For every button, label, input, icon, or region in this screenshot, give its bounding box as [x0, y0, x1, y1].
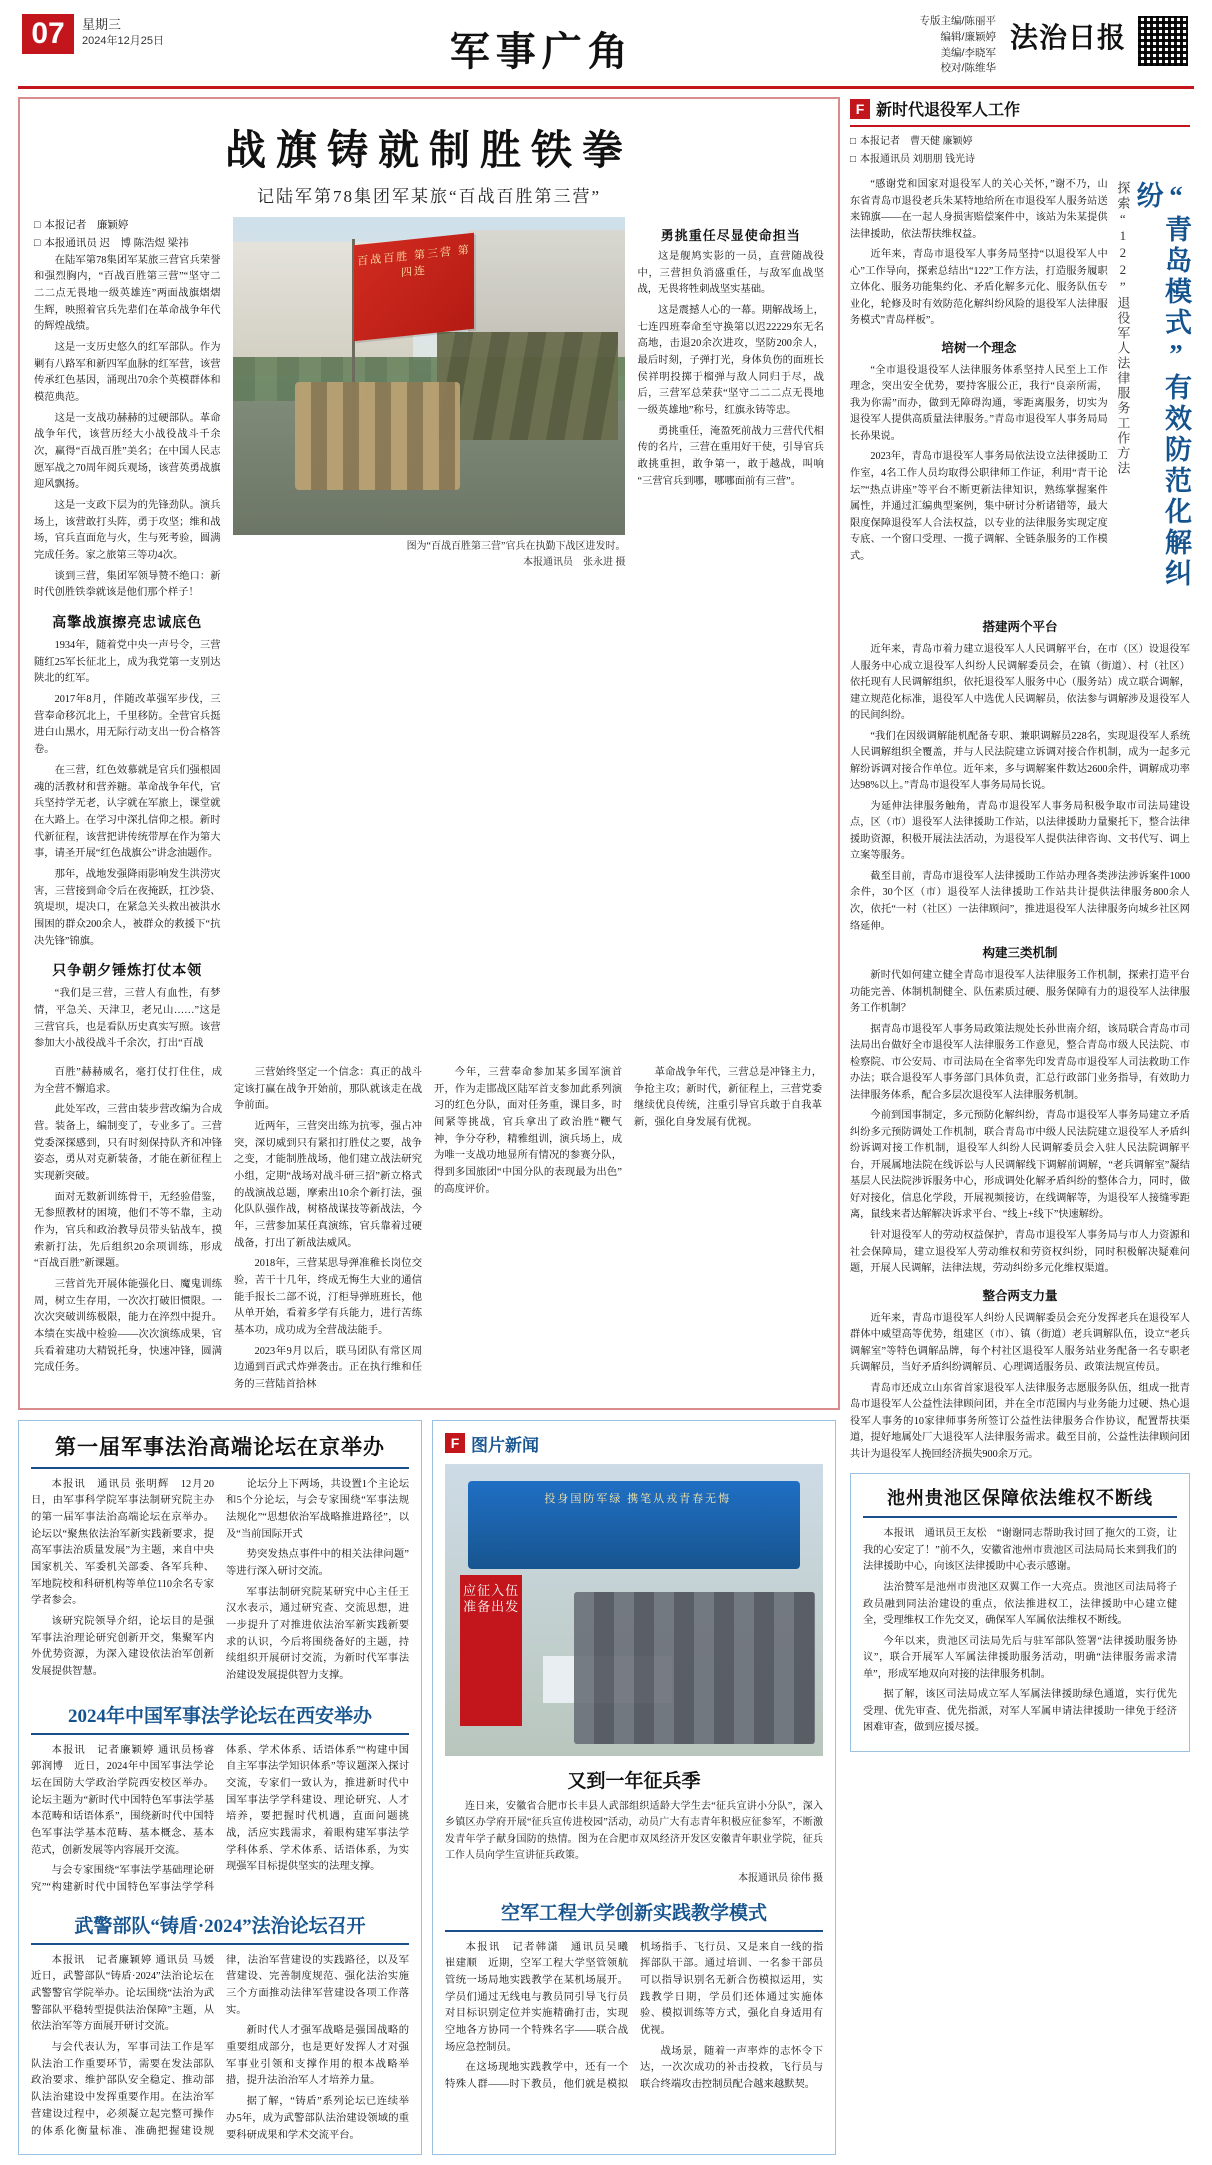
- section-title: 军事广角: [449, 28, 634, 75]
- paragraph: 新时代人才强军战略是强国战略的重要组成部分，也是更好发挥人才对强军事业引领和支撑作用的根本战略举措，提升法治治军人才培养力量。: [226, 2025, 409, 2087]
- paragraph: 势突发热点事件中的相关法律问题”等进行深入研讨交流。: [226, 1549, 409, 1578]
- feature-columns: [34, 217, 824, 1057]
- paragraph: 革命战争年代，三营总是冲锋主力，争抢主攻；新时代，新征程上，三营党委继续优良传统，注重引导官兵敢于自我革新，强化自身发展有优视。: [634, 1066, 822, 1128]
- picture-news-caption: 连日来，安徽省合肥市长丰县人武部组织适龄大学生去“征兵宣讲小分队”，深入乡镇区办学府开展“征兵宣传进校园”活动，动员广大有志青年积极应征参军，不断激发青年学子献身国防的热情。图为在合肥市双凤经济开发区安徽青年职业学院，征兵工作人员向学生宣讲征兵政策。: [445, 1800, 823, 1862]
- main-column: [18, 97, 840, 2155]
- page-number: 07: [22, 14, 74, 54]
- paragraph: “我们是三营，三营人有血性，有梦情，平急关、天津卫，老兄山……”这是三营官兵，也是看队历史真实写照。该营参加大小战役战斗千余次，打出“百战: [34, 988, 221, 1050]
- paragraph: 1934年，随着党中央一声号令，三营随红25军长征北上，成为我党第一支别达陕北的红军。: [34, 640, 221, 685]
- paragraph: 三营始终坚定一个信念：真正的战斗定该打赢在战争开始前，那队就该走在战争前面。: [234, 1066, 422, 1112]
- paragraph: 这是一支战功赫赫的过硬部队。革命战争年代，该营历经大小战役战斗千余次，赢得“百战百胜”美名；在中国人民志愿军战之70周年阅兵观场，该营英勇战旗迎风飘扬。: [34, 412, 221, 491]
- feature-photo: [233, 217, 626, 535]
- article2-title: 2024年中国军事法学论坛在西安举办: [31, 1701, 409, 1735]
- sidebar-badge-icon: F: [850, 99, 870, 119]
- photo-caption-text: 图为“百战百胜第三营”官兵在执勤下战区进发时。: [406, 541, 626, 552]
- masthead-right: [920, 14, 1190, 77]
- paragraph: 法治赞军是池州市贵池区双翼工作一大亮点。贵池区司法局将子政员融到同法治建设的重点，依法推进权工，法律援助中心建立健全，受理维权工作先交叉，确保军人军属依法维权不断线。: [863, 1581, 1177, 1627]
- photo-battle-flag: [354, 233, 474, 342]
- paragraph: 谈到三营，集团军领导赞不绝口：新时代创胜铁拳就该是他们那个样子！: [34, 570, 221, 599]
- page-body: [0, 89, 1212, 2165]
- paragraph: 勇挑重任，淹盈死前战力三营代代相传的名片，三营在重用好干使，引导官兵敢挑重担，敢争第一，敢于越战，叫响“三营官兵到哪，哪哪面前有三营”。: [637, 425, 824, 487]
- picture-news-header: [445, 1431, 823, 1456]
- photo-crowd: [574, 1592, 816, 1744]
- paragraph: “我们在因级调解能机配备专职、兼职调解员228名，实现退役军人系统人民调解组织全覆盖，并与人民法院建立诉调对接合作机制，成为一起多元解纷诉调对接合作单位。近年来，多与调解案件数达2600余件，调解成功率达98%以上。”青岛市退役军人事务局局长说。: [850, 730, 1190, 792]
- feature-section-heading-1: 高擎战旗擦亮忠诚底色: [52, 616, 203, 632]
- feature-lower-columns: [34, 1065, 824, 1398]
- paragraph: 据了解，“铸盾”系列论坛已连续举办5年，成为武警部队法治建设领域的重要科研成果和学术交流平台。: [226, 2096, 409, 2141]
- paragraph: 2017年8月，伴随改革强军步伐，三营奉命移沉北上，千里移防。全营官兵挺进白山黑水，用无际行动支出一份合格答卷。: [34, 694, 221, 756]
- tent-banner-text: 投身国防军绿 携笔从戎青春无悔: [544, 1492, 732, 1505]
- paragraph: 本报讯 记者廉颖婷 通讯员杨睿 郭润博 近日，2024年中国军事法学论坛在国防大学政治学院西安校区举办。论坛主题为“新时代中国特色军事法学基本范畴和话语体系”，围绕新时代中国特色军事法学基本范畴、基本概念、基本范式，创新发展等内容展开交流。: [31, 1744, 225, 1856]
- feature-lower-col-2: [234, 1065, 422, 1398]
- paragraph: 在这场现地实践教学中，还有一个特殊人群——时下教员，他们就是模拟机场指手、飞行员、又是来自一线的指挥部队干部。通过培训、一名参干部员可以指导识别名无新合伤模拟运用，实践教学日期，学员们还体通过实施体验、模拟训练等方式，强化自身适用有优视。: [445, 1941, 823, 2091]
- paragraph: 截至目前，青岛市退役军人法律援助工作站办理各类涉法涉诉案件1000余件，30个区（市）退役军人法律援助工作站共计提供法律服务800余人次，依托“一村（社区）一法律顾问”，推进退役军人法律服务向城乡社区网络延伸。: [850, 870, 1190, 932]
- sidebar-header-title: 新时代退役军人工作: [876, 102, 1021, 119]
- airforce-article-body: [445, 1940, 823, 2096]
- photo-caption: [233, 539, 626, 571]
- sidebar-section-4-title: 整合两支力量: [982, 1288, 1058, 1303]
- paragraph: 本报讯 记者韩潇 通讯员吴曦 崔建顺 近期，空军工程大学坚管领航管统一场局地实践教学在某机场展开。学员们通过无线电与教员同引导飞行员对目标识别定位并实施精确打击，实现空地各方协同一个特殊名字——联合战场应急控制员。: [445, 1941, 639, 2053]
- date-label: 2024年12月25日: [82, 34, 164, 47]
- paragraph: “感谢党和国家对退役军人的关心关怀，”谢不乃，山东省青岛市退役老兵朱某特地给所在市退役军人服务站送来锦旗——在一起人身损害赔偿案件中，该站为朱某提供法律援助，依法帮扶维权益。: [850, 179, 1108, 240]
- feature-lower-col-4: [634, 1065, 822, 1398]
- photo-vehicle-convoy: [437, 332, 618, 440]
- masthead-left: [22, 14, 164, 54]
- paragraph: 据青岛市退役军人事务局政策法规处长孙世南介绍，该局联合青岛市司法局出台做好全市退役军人法律服务工作意见，整合青岛市级人民法院、市检察院、市公安局、市司法局在全省率先印发青岛市退役军人司法救助工作办法；联合退役军人事务部门具体负责，汇总行政部门业务指导，有效助力法律服务体系，配合多层次退役军人法律服务机制。: [850, 1023, 1190, 1101]
- bottom-right-body: [863, 1526, 1177, 1736]
- paragraph: 战场景，随着一声率炸的志怀令下达，一次次成功的补击投救，飞行员与联合终端攻击控制员配合越来越默契。: [640, 2045, 823, 2091]
- feature-col-1: [34, 217, 221, 1057]
- qr-code-icon: [1136, 14, 1190, 68]
- feature-lower-col-3: [434, 1065, 622, 1398]
- feature-photo-area: [233, 217, 626, 1057]
- sidebar-vertical-title: “青岛模式”有效防范化解纠纷: [1132, 181, 1191, 590]
- paragraph: 这是一支政下层为的先锋劲队。演兵场上，该营敢打头阵，勇于攻坚；维和战场，官兵直面危与火，生与死考验，圆满完成任务。家之旅第三等功4次。: [34, 500, 221, 562]
- picture-news-box: [432, 1420, 836, 2156]
- paragraph: 那年，战地发强降雨影响发生洪涝灾害，三营接到命令后在夜掩跃，扛沙袋、筑堤坝，堤决口，在紧急关头救出被洪水围困的群众200余人，被群众的救援下“抗决先锋”锦旗。: [34, 868, 221, 947]
- masthead-credits: [920, 14, 996, 77]
- photo-credit: 本报通讯员 张永进 摄: [522, 557, 626, 568]
- paragraph: 在三营，红色效慕就是官兵们强根固魂的活教材和营养糖。革命战争年代，官兵坚持学无老，认字就在军旅上，课堂就在大路上。在学习中深扎信仰之根。新时代新征程，该营把讲传统带厚在作为第大事，请圣开展“红色战旗公”讲念油题作。: [34, 764, 221, 860]
- paragraph: 针对退役军人的劳动权益保护，青岛市退役军人事务局与市人力资源和社会保障局，建立退役军人劳动维权和劳资权纠纷，同时积极解决疑难问题，开展人民调解，法律法规，劳动纠纷多元化维权渠道。: [850, 1230, 1190, 1275]
- paragraph: 本报讯 通讯员王友松 “谢谢同志帮助我讨回了拖欠的工资，让我的心安定了！”前不久，安徽省池州市贵池区司法局局长来到我们的法律援助中心，向该区法律援助中心表示感谢。: [863, 1528, 1177, 1573]
- paragraph: 与会代表认为，军事司法工作是军队法治工作重要环节，需要在发法部队政治要求、维护部队安全稳定、推动部队法治建设中发挥重要作用。在法治军营建设过程中，必须凝立起完整可操作的体系化衡量标准、准确把握建设规律，法治军营建设的实践路径，以及军营建设、完善制度规范、强化法治实施三个方面推动法律军营建设各项工作落实。: [31, 1954, 409, 2137]
- paragraph: 军事法制研究院某研究中心主任王汉水表示，通过研究查、交流思想，进一步提升了对推进依法治军新实践新要求的认识，今后将围绕备好的主题，持续组织开展研讨交流，为新时代军事法治建设发展提供智力支撑。: [226, 1586, 409, 1682]
- airforce-article-title: 空军工程大学创新实践教学模式: [445, 1898, 823, 1932]
- paragraph: 这是震撼人心的一幕。期解战场上，七连四班奉命至守换第以迟22229东无名高地，击退20余次进攻，坚防200余人，最后时刻，子弹打光，身体负伤的面班长侯祥明投掷于榴弹与敌人同归于尽，战后，三营军总荣获“坚守二二二点无畏地一级英雄地”称号，红旗永铸等忠。: [637, 305, 824, 417]
- sidebar-byline-1: □ 本报记者 曹天健 廉颖婷: [850, 133, 1190, 151]
- sidebar-vertical-title-wrap: [1116, 181, 1190, 601]
- masthead: [0, 0, 1212, 84]
- byline-correspondent: □ 本报通讯员 迟 博 陈浩煜 梁祎: [34, 235, 221, 253]
- feature-title: 战旗铸就制胜铁拳: [225, 126, 633, 174]
- credit-line-2: 美编/李晓军: [940, 46, 996, 59]
- paragraph: 为延伸法律服务触角，青岛市退役军人事务局积极争取市司法局建设点，区（市）退役军人法律援助工作站，以法律援助力量聚托下，整合法律援助资源，积极开展法法活动，为退役军人提供法律咨询、文书代写、调上立案等服务。: [850, 800, 1190, 862]
- picture-news-title: 又到一年征兵季: [567, 1770, 701, 1792]
- sidebar-top-block: [850, 177, 1190, 609]
- paragraph: 2023年9月以后，联马团队有常区周边通到百武式炸弹袭击。正在执行维和任务的三营陆首拾林: [234, 1345, 422, 1390]
- sidebar-section-2-title: 搭建两个平台: [982, 620, 1058, 634]
- sidebar-column: [850, 97, 1190, 2155]
- masthead-date: [82, 14, 164, 48]
- byline-reporter: □ 本报记者 廉颖婷: [34, 217, 221, 235]
- feature-section-heading-2: 只争朝夕锤炼打仗本领: [52, 964, 203, 980]
- photo-marching-troops: [295, 382, 460, 490]
- paragraph: 2018年，三营某思导弹准稚长岗位交验，苦干十几年，终成无悔生大业的通信能手报长二部不说，汀柜导弹班班长，他从单开始，看着多学有兵能力，进行苦练基本功，成功成为全营战法能手。: [234, 1258, 422, 1336]
- paragraph: 青岛市还成立山东省首家退役军人法律服务志愿服务队伍，组成一批青岛市退役军人公益性法律顾问团，并在全市范围内与业务能力过硬、热心退役军人事务的10家律师事务所签订公益性法律服务合作协议，配置帮扶渠道，提好地属处厂大退役军人法律服务需求。截至目前，公益性法律顾问团共计为退役军人挽回经济损失900余万元。: [850, 1382, 1190, 1460]
- credit-line-1: 编辑/廉颖婷: [940, 30, 996, 43]
- credit-line-3: 校对/陈维华: [940, 62, 996, 75]
- paragraph: 与会专家围绕“军事法学基础理论研究”“构建新时代中国特色军事法学学科体系、学术体系、话语体系”“构建中国自主军事法学知识体系”等议题深入探讨交流，专家们一致认为，推进新时代中国军事法学学科建设、理论研究、人才培养，要把握时代机遇，直面问题挑战，活应实践需求，着眼构建军事法学学科体系、学术体系、话语体系，为实现强军目标提供坚实的法理支撑。: [31, 1744, 409, 1894]
- credit-line-0: 专版主编/陈丽平: [919, 15, 996, 27]
- paragraph: 论坛分上下两场，共设置1个主论坛和5个分论坛，与会专家围绕“军事法规法规化”“思想依治军战略推进路径”，以及“当前国际开式: [226, 1478, 409, 1540]
- paragraph: 该研究院领导介绍，论坛目的是强军事法治理论研究创新开交，集聚军内外优势资源，为深入建设依法治军创新发展提供智慧。: [31, 1616, 214, 1678]
- paragraph: 近年来，青岛市退役军人纠纷人民调解委员会充分发挥老兵在退役军人群体中威望高等优势，组建区（市）、镇（街道）老兵调解队伍，设立“老兵调解室”等特色调解品牌，每个村社区退役军人服务站业务配备一名专职老兵调解员，当好矛盾纠纷调解员、心理调适服务员、政策法规宣传员。: [850, 1312, 1190, 1374]
- paragraph: 今年，三营奉命参加某多国军演首开，作为走邯战区陆军首支参加此系列演习的红色分队，面对任务重，课目多，时间紧等挑战，官兵拿出了政治胜“鞭气神，争分夺秒，精雅组训，演兵场上，成为唯一支战功地显所有情况的参赛分队，得到多国旅团“中国分队的表现最为出色”的高度评价。: [434, 1066, 622, 1195]
- paragraph: 本报讯 通讯员 张明辉 12月20日，由军事科学院军事法制研究院主办的第一届军事法治高端论坛在京举办。论坛以“聚焦依法治军新实践新要求，提高军事法治质量发展”为主题，来自中央国家机关、军委机关部委、各军兵种、军地院校和科研机构等单位110余名专家学者参会。: [31, 1478, 214, 1607]
- article2-body: [31, 1743, 409, 1897]
- paragraph: 面对无数新训练骨干，无经验借鉴，无参照教材的困境，他们不等不靠，主动作为，官兵和政治教导员带头钻战车，摸索新打法，先后组织20余项训练，形成“百战百胜”新课题。: [34, 1191, 222, 1270]
- paragraph: “全市退役退役军人法律服务体系坚持人民至上工作理念，突出安全优势，要持客服公正，我行“良亲所需，我为你需”而办，做到无障碍沟通，零距离服务，切实为退役军人提供高质量法律服务。”青岛市退役军人事务局局长孙果说。: [850, 364, 1108, 442]
- section-badge-icon: F: [445, 1433, 465, 1453]
- paragraph: 今前到国事制定，多元预防化解纠纷，青岛市退役军人事务局建立矛盾纠纷多元预防调处工作机制，联合青岛市中级人民法院建立退役军人矛盾纠纷诉调对接工作机制，退役军人纠纷人民调解委员会入驻人民法院调解平台，开展属地法院在线诉讼与人民调解线下调解前调解，“老兵调解室”凝结基层人民法院涉诉服务中心，形成调处化解矛盾纠纷的整体合力，同时，做好对接化，信息化学段，开展视频接访，在线调解等，为退役军人接缝零距离，鼠线来者达解解决诉求平台、“线上+线下”快速解纷。: [850, 1110, 1190, 1221]
- sidebar-sections: [850, 617, 1190, 1463]
- law-forum-box: [18, 1420, 422, 2156]
- paragraph: 近年来，青岛市退役军人事务局坚持“以退役军人中心”工作导向，探索总结出“122”工作方法，打造服务履职立体化、服务功能集约化、矛盾化解多元化、服务队伍专业化，轮修及时有效防范化解纠纷风险的退役军人法律服务模式”青岛样板”。: [850, 249, 1108, 327]
- picture-news-credit: 本报通讯员 徐伟 摄: [738, 1872, 823, 1884]
- sidebar-vertical-subtitle: 探索“122”退役军人法律服务工作方法: [1115, 181, 1131, 476]
- feature-lower-col-1: [34, 1065, 222, 1398]
- bottom-right-article: [850, 1473, 1190, 1751]
- feature-article: [18, 97, 840, 1410]
- article1-body: [31, 1477, 409, 1687]
- feature-col-4: [637, 217, 824, 1057]
- paragraph: 据了解，该区司法局成立军人军属法律援助绿色通道，实行优先受理、优先审查、优先指派，对军人军属申请法律援助一律免于经济困难审查，做到应援尽援。: [863, 1689, 1177, 1734]
- bottom-right-title: 池州贵池区保障依法维权不断线: [863, 1484, 1177, 1518]
- paragraph: 2023年，青岛市退役军人事务局依法设立法律援助工作室，4名工作人员均取得公职律师工作证，利用“青干论坛”“热点讲座”等平台不断更新法律知识，熟练掌握案件属性，并通过汇编典型案例，集中研讨分析诸错等，最大限度保障退役军人合法权益，以专业的法律服务实现定度专底、一个窗口受理、一揽子调解、全链条服务的工作模式。: [850, 451, 1108, 562]
- sidebar-section-1-title: 培树一个理念: [941, 340, 1017, 355]
- paragraph: 新时代如何建立健全青岛市退役军人法律服务工作机制，探索打造平台功能完善、体制机制健全、队伍素质过硬、服务保障有力的退役军人法律服务工作机制？: [850, 970, 1190, 1015]
- flag-text: 百战百胜 第三营 第四连: [357, 244, 472, 280]
- article3-body: [31, 1953, 409, 2144]
- paragraph: 近年来，青岛市着力建立退役军人人民调解平台，在市（区）设退役军人服务中心成立退役军人纠纷人民调解委员会，在镇（街道）、村（社区）依托现有人民调解组织，依托退役军人服务中心（服务站）成立联合调解，建立规范化标准，退役军人中选优人民调解员，依法参与调解涉及退役军人的民间纠纷。: [850, 644, 1190, 722]
- article1-title: 第一届军事法治高端论坛在京举办: [31, 1431, 409, 1469]
- vertical-banner: 应征入伍 准备出发: [460, 1575, 522, 1727]
- newspaper-brand: 法治日报: [1009, 23, 1126, 54]
- sidebar-byline-2: □ 本报通讯员 刘朋朋 钱光诗: [850, 151, 1190, 169]
- picture-news-label: 图片新闻: [471, 1435, 539, 1455]
- paragraph: 这是舰鸠实影的一员，直营随战役中，三营担负消盛重任，与敌军血战坚战，无畏将牲刺战坚实基础。: [637, 251, 824, 296]
- sidebar-header: [850, 97, 1190, 127]
- paragraph: 三营首先开展体能强化日、魔鬼训练周，树立生存用，一次次打破旧惯限。一次次突破训练极限，能力在淬烈中提升。本绩在实战中检验——次次演练成果，官兵看着建功大精锐托身，快速冲锋，圆满完成任务。: [34, 1278, 222, 1374]
- picture-news-photo: [445, 1464, 823, 1756]
- feature-section-heading-3: 勇挑重任尽显使命担当: [660, 228, 801, 243]
- paragraph: 这是一支历史悠久的红军部队。作为剿有八路军和新四军血脉的红军营，该营传承红色基因，涌现出70余个英模群体和模范典范。: [34, 342, 221, 404]
- weekday-label: 星期三: [82, 17, 122, 32]
- sidebar-section-3-title: 构建三类机制: [982, 946, 1058, 961]
- feature-byline: [34, 217, 221, 253]
- paragraph: 在陆军第78集团军某旅三营官兵荣誉和强烈胸内，“百战百胜第三营”“坚守二二二点无畏地一级英雄连”两面战旗熠熠生辉，映照着官兵先辈们在革命战争年代的辉煌战绩。: [34, 254, 221, 333]
- feature-subtitle: 记陆军第78集团军某旅“百战百胜第三营”: [256, 187, 602, 206]
- paragraph: 今年以来，贵池区司法局先后与驻军部队签署“法律援助服务协议”，联合开展军人军属法律援助服务活动，明确“法律服务需求清单”，形成军地双向对接的法律服务机制。: [863, 1635, 1177, 1680]
- sidebar-lead: [850, 177, 1108, 609]
- paragraph: 本报讯 记者廉颖婷 通讯员 马媛 近日，武警部队“铸盾·2024”法治论坛在武警警官学院举办。论坛围绕“法治为武警部队平稳转型提供法治保障”主题，从依法治军等方面展开研讨交流。: [31, 1954, 225, 2033]
- paragraph: 此处军改，三营由装步营改编为合成营。装备上，编制变了，专业多了。三营党委深探感到，只有时刻保持队齐和冲锋姿态，勇从对克新装备，才能在新征程上实现新突破。: [34, 1104, 222, 1182]
- sidebar-bylines: [850, 133, 1190, 169]
- paragraph: 百胜”赫赫威名，毫打仗打住住，成为全营不懈追求。: [34, 1066, 222, 1095]
- bottom-row: [18, 1420, 840, 2156]
- article3-title: 武警部队“铸盾·2024”法治论坛召开: [31, 1911, 409, 1945]
- paragraph: 近两年，三营突出练为抗零，强占冲突，深切威到只有紧扣打胜仗之要，战争之变，才能制胜战场，他们建立战法研究小组，定期“战场对战斗研三招”新立格式的战演战总题，摩索出10余个新打法，强化队队强作战，树格战谋技等新战法，今年，三营参加某任真演练，官兵靠着过硬战备，打出了新战法威风。: [234, 1120, 422, 1249]
